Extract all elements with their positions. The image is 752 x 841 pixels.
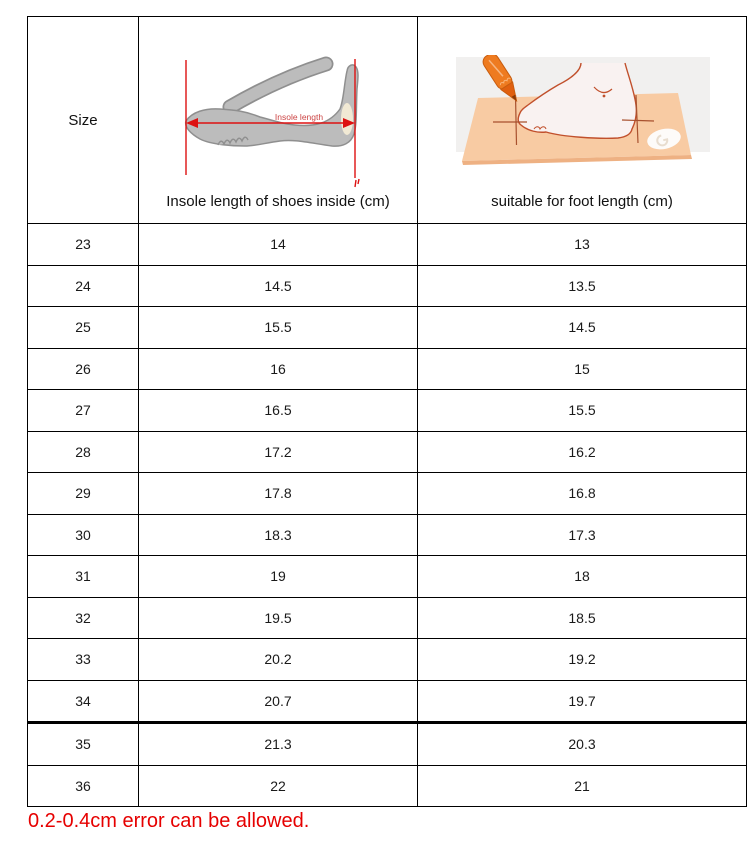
insole-value-cell: 20.7 (139, 681, 418, 722)
table-row (28, 306, 746, 348)
insole-value-cell: 17.2 (139, 432, 418, 473)
toe-measure-tick2 (358, 179, 359, 184)
table-row (28, 721, 746, 765)
table-row (28, 265, 746, 307)
size-cell: 25 (28, 307, 139, 348)
table-row (28, 765, 746, 807)
insole-value-cell: 17.8 (139, 473, 418, 514)
foot-value-cell: 19.7 (568, 692, 596, 709)
header-insole-cell (139, 17, 418, 223)
foot-value-cell: 15 (574, 360, 590, 377)
insole-length-arrow-label: Insole length (274, 112, 324, 122)
size-cell: 29 (28, 473, 139, 514)
insole-value-cell: 16 (139, 349, 418, 390)
toe-measure-tick (355, 180, 356, 187)
table-row (28, 597, 746, 639)
insole-value-cell: 20.2 (139, 639, 418, 680)
insole-value-cell: 18.3 (139, 515, 418, 556)
size-cell: 30 (28, 515, 139, 556)
error-tolerance-note: 0.2-0.4cm error can be allowed. (28, 810, 310, 832)
insole-value-cell: 22 (139, 766, 418, 807)
size-cell: 32 (28, 598, 139, 639)
insole-value-cell: 19 (139, 556, 418, 597)
shoe-inner-highlight (341, 103, 353, 135)
foot-value-cell: 18.5 (568, 609, 596, 626)
size-cell: 33 (28, 639, 139, 680)
table-row (28, 472, 746, 514)
table-row (28, 431, 746, 473)
insole-value-cell: 16.5 (139, 390, 418, 431)
insole-value-cell: 15.5 (139, 307, 418, 348)
insole-value-cell: 21.3 (139, 724, 418, 765)
foot-value-cell: 18 (574, 568, 590, 585)
insole-value-cell: 14 (139, 224, 418, 265)
size-cell: 26 (28, 349, 139, 390)
foot-value-cell: 16.8 (568, 485, 596, 502)
table-row (28, 224, 746, 265)
foot-value-cell: 14.5 (568, 319, 596, 336)
foot-value-cell: 19.2 (568, 651, 596, 668)
table-body (28, 224, 746, 806)
ankle-dot (603, 95, 606, 98)
table-header-row (28, 17, 746, 224)
table-row (28, 680, 746, 722)
size-chart-table (27, 16, 747, 807)
foot-value-cell: 16.2 (568, 443, 596, 460)
size-cell: 28 (28, 432, 139, 473)
shoe-insole-illustration (160, 39, 400, 189)
size-cell: 27 (28, 390, 139, 431)
shoe-strap (230, 64, 326, 107)
table-row (28, 389, 746, 431)
size-header-label: Size (68, 111, 98, 129)
foot-value-cell: 13 (574, 236, 590, 253)
foot-value-cell: 13.5 (568, 277, 596, 294)
foot-value-cell: 15.5 (568, 402, 596, 419)
table-row (28, 348, 746, 390)
table-row (28, 514, 746, 556)
size-cell: 34 (28, 681, 139, 722)
foot-value-cell: 21 (574, 777, 590, 794)
insole-header-label: Insole length of shoes inside (cm) (166, 193, 390, 210)
insole-value-cell: 14.5 (139, 266, 418, 307)
foot-header-label: suitable for foot length (cm) (491, 193, 673, 210)
insole-value-cell: 19.5 (139, 598, 418, 639)
header-size-cell (28, 17, 139, 223)
foot-value-cell: 17.3 (568, 526, 596, 543)
foot-measuring-illustration (448, 55, 712, 169)
size-cell: 24 (28, 266, 139, 307)
header-foot-cell (418, 17, 746, 223)
size-cell: 23 (28, 224, 139, 265)
size-cell: 31 (28, 556, 139, 597)
table-row (28, 638, 746, 680)
table-row (28, 555, 746, 597)
size-cell: 35 (28, 724, 139, 765)
foot-value-cell: 20.3 (568, 736, 596, 753)
size-cell: 36 (28, 766, 139, 807)
